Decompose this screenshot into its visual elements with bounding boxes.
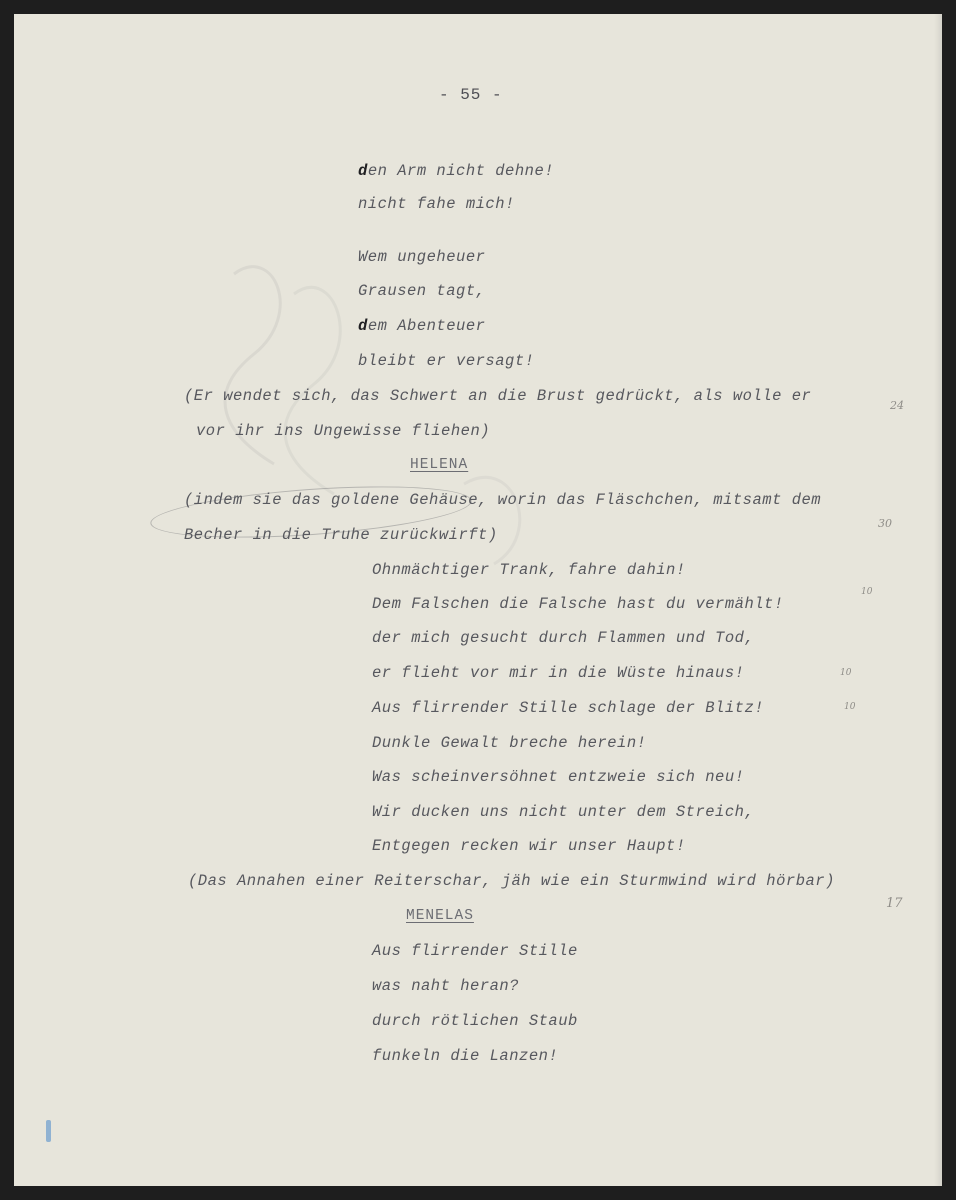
stage-direction: (Das Annahen einer Reiterschar, jäh wie ein Sturmwind wird hörbar): [188, 872, 835, 890]
document-page: [14, 14, 942, 1186]
verse-line: Entgegen recken wir unser Haupt!: [372, 837, 686, 855]
stage-direction: vor ihr ins Ungewisse fliehen): [196, 422, 491, 440]
margin-note: 10: [861, 587, 873, 597]
margin-note: 10: [840, 668, 852, 678]
verse-line: dem Abenteuer: [358, 317, 486, 335]
verse-line: durch rötlichen Staub: [372, 1012, 578, 1030]
speaker-name: MENELAS: [406, 908, 474, 924]
verse-line: den Arm nicht dehne!: [358, 162, 555, 180]
margin-note: 17: [886, 896, 903, 911]
verse-line: was naht heran?: [372, 977, 520, 995]
verse-line: Aus flirrender Stille schlage der Blitz!: [372, 699, 765, 717]
verse-line: Dunkle Gewalt breche herein!: [372, 734, 647, 752]
verse-line: bleibt er versagt!: [358, 352, 535, 370]
verse-line: Aus flirrender Stille: [372, 942, 578, 960]
stage-direction: Becher in die Truhe zurückwirft): [184, 526, 498, 544]
margin-note: 24: [890, 399, 904, 412]
verse-line: Grausen tagt,: [358, 282, 486, 300]
verse-line: funkeln die Lanzen!: [372, 1047, 559, 1065]
margin-note: 10: [844, 702, 856, 712]
stage-direction: (Er wendet sich, das Schwert an die Brust gedrückt, als wolle er: [184, 387, 812, 405]
overstrike-letter: d: [358, 162, 368, 180]
verse-line: Dem Falschen die Falsche hast du vermählt!: [372, 595, 784, 613]
margin-note: 30: [878, 517, 892, 530]
verse-line: Wir ducken uns nicht unter dem Streich,: [372, 803, 755, 821]
blue-ink-mark: [46, 1120, 51, 1142]
stage-direction: (indem sie das goldene Gehäuse, worin das Fläschchen, mitsamt dem: [184, 491, 822, 509]
verse-line: Ohnmächtiger Trank, fahre dahin!: [372, 561, 686, 579]
verse-line: Wem ungeheuer: [358, 248, 486, 266]
page-number: - 55 -: [439, 86, 503, 104]
overstrike-letter: d: [358, 317, 368, 335]
verse-line: er flieht vor mir in die Wüste hinaus!: [372, 664, 745, 682]
verse-line: der mich gesucht durch Flammen und Tod,: [372, 629, 755, 647]
verse-line: nicht fahe mich!: [358, 195, 515, 213]
verse-line: Was scheinversöhnet entzweie sich neu!: [372, 768, 745, 786]
page-edge-shadow: [934, 14, 942, 1186]
speaker-name: HELENA: [410, 457, 469, 473]
